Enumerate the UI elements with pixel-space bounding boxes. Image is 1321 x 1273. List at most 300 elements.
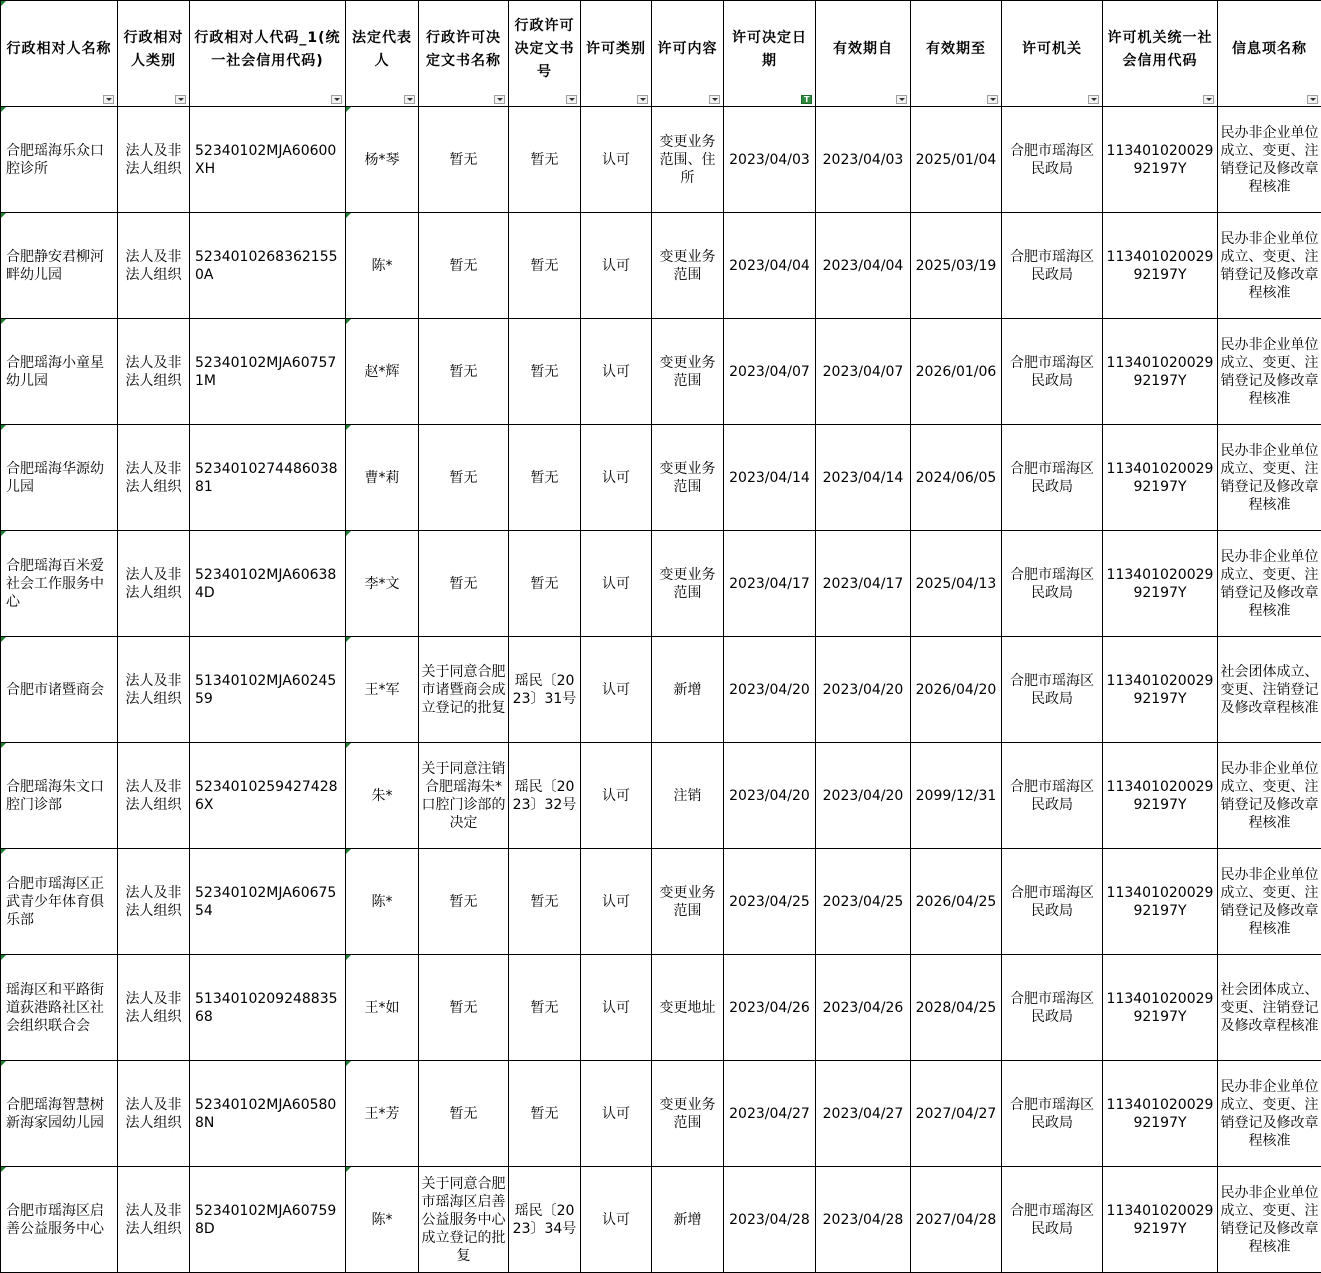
cell-text: 暂无 [530, 257, 559, 274]
cell-text: 2023/04/17 [729, 575, 810, 592]
cell-text: 2023/04/07 [729, 363, 810, 380]
cell-category[interactable] [581, 955, 652, 1061]
cell-doc-no[interactable] [509, 319, 581, 425]
cell-content[interactable] [652, 319, 724, 425]
cell-rep[interactable] [346, 849, 419, 955]
cell-valid-to[interactable] [911, 1061, 1002, 1167]
cell-content[interactable] [652, 531, 724, 637]
cell-authority[interactable] [1002, 1061, 1103, 1167]
cell-text: 暂无 [530, 1105, 559, 1122]
cell-name[interactable] [1, 213, 118, 319]
cell-text: 2023/04/25 [729, 893, 810, 910]
cell-doc-name[interactable] [419, 849, 509, 955]
cell-authority[interactable] [1002, 531, 1103, 637]
cell-code[interactable] [190, 531, 346, 637]
cell-doc-name[interactable] [419, 319, 509, 425]
cell-type[interactable] [118, 955, 190, 1061]
cell-text: 2023/04/14 [729, 469, 810, 486]
cell-text: 变更业务范围 [659, 248, 716, 283]
cell-text: 11340102002992197Y [1106, 248, 1214, 283]
cell-text: 认可 [602, 575, 630, 592]
cell-valid-from[interactable] [816, 955, 911, 1061]
cell-authority[interactable] [1002, 743, 1103, 849]
cell-authority-code[interactable] [1103, 319, 1218, 425]
cell-doc-no[interactable] [509, 1167, 581, 1273]
cell-valid-from[interactable] [816, 319, 911, 425]
filter-dropdown-icon[interactable] [494, 95, 505, 104]
cell-item[interactable] [1218, 849, 1321, 955]
column-header-code[interactable] [190, 1, 346, 107]
cell-text: 暂无 [449, 999, 478, 1016]
cell-item[interactable] [1218, 743, 1321, 849]
cell-marker-icon [346, 1061, 351, 1066]
cell-code[interactable] [190, 425, 346, 531]
cell-text: 2023/04/20 [822, 681, 904, 698]
cell-content[interactable] [652, 849, 724, 955]
cell-doc-name[interactable] [419, 743, 509, 849]
column-header-authority-code[interactable] [1103, 1, 1218, 107]
cell-code[interactable] [190, 849, 346, 955]
cell-code[interactable] [190, 1061, 346, 1167]
cell-code[interactable] [190, 213, 346, 319]
cell-name[interactable] [1, 849, 118, 955]
cell-valid-from[interactable] [816, 1167, 911, 1273]
cell-doc-name[interactable] [419, 1167, 509, 1273]
cell-item[interactable] [1218, 1167, 1321, 1273]
cell-text: 2028/04/25 [915, 999, 997, 1016]
cell-valid-to[interactable] [911, 531, 1002, 637]
cell-rep[interactable] [346, 425, 419, 531]
cell-text: 社会团体成立、变更、注销登记及修改章程核准 [1220, 981, 1319, 1034]
cell-code[interactable] [190, 955, 346, 1061]
cell-text: 2023/04/20 [822, 787, 904, 804]
cell-authority-code[interactable] [1103, 213, 1218, 319]
cell-rep[interactable] [346, 637, 419, 743]
cell-text: 合肥瑶海朱文口腔门诊部 [6, 778, 104, 813]
cell-text: 变更地址 [659, 999, 716, 1016]
cell-code[interactable] [190, 107, 346, 213]
cell-authority[interactable] [1002, 213, 1103, 319]
cell-type[interactable] [118, 849, 190, 955]
cell-text: 2025/03/19 [915, 257, 997, 274]
cell-text: 赵*辉 [364, 363, 400, 380]
column-header-name[interactable] [1, 1, 118, 107]
cell-valid-from[interactable] [816, 637, 911, 743]
cell-marker-icon [1, 425, 6, 430]
cell-text: 2023/04/27 [822, 1105, 904, 1122]
cell-text: 认可 [602, 1211, 630, 1228]
filter-dropdown-icon[interactable] [566, 95, 577, 104]
cell-text: 52340102683621550A [195, 248, 338, 283]
cell-valid-to[interactable] [911, 637, 1002, 743]
cell-text: 法人及非法人组织 [125, 142, 182, 177]
cell-text: 暂无 [530, 363, 559, 380]
cell-valid-from[interactable] [816, 213, 911, 319]
cell-text: 关于同意合肥市诸暨商会成立登记的批复 [421, 663, 506, 716]
cell-valid-to[interactable] [911, 107, 1002, 213]
cell-text: 曹*莉 [364, 469, 400, 486]
cell-text: 新增 [673, 1211, 702, 1228]
filter-dropdown-icon[interactable] [987, 95, 998, 104]
filter-dropdown-icon[interactable] [1088, 95, 1099, 104]
cell-authority-code[interactable] [1103, 1061, 1218, 1167]
cell-text: 暂无 [530, 893, 559, 910]
cell-item[interactable] [1218, 425, 1321, 531]
cell-category[interactable] [581, 319, 652, 425]
table-row [1, 107, 1321, 213]
cell-text: 合肥瑶海智慧树新海家园幼儿园 [6, 1096, 104, 1131]
cell-doc-name[interactable] [419, 1061, 509, 1167]
column-header-label: 法定代表人 [352, 29, 412, 69]
cell-authority-code[interactable] [1103, 425, 1218, 531]
cell-rep[interactable] [346, 743, 419, 849]
cell-text: 2099/12/31 [915, 787, 997, 804]
cell-decision-date[interactable] [724, 955, 816, 1061]
cell-valid-to[interactable] [911, 213, 1002, 319]
cell-text: 法人及非法人组织 [125, 990, 182, 1025]
cell-authority[interactable] [1002, 425, 1103, 531]
cell-name[interactable] [1, 637, 118, 743]
cell-text: 法人及非法人组织 [125, 354, 182, 389]
cell-valid-to[interactable] [911, 849, 1002, 955]
cell-category[interactable] [581, 1061, 652, 1167]
cell-content[interactable] [652, 1167, 724, 1273]
cell-rep[interactable] [346, 1061, 419, 1167]
cell-doc-no[interactable] [509, 425, 581, 531]
cell-doc-no[interactable] [509, 531, 581, 637]
cell-text: 瑶民〔2023〕32号 [512, 778, 577, 813]
cell-name[interactable] [1, 955, 118, 1061]
column-header-content[interactable] [652, 1, 724, 107]
cell-marker-icon [1, 1, 6, 6]
cell-text: 2023/04/26 [822, 999, 904, 1016]
cell-type[interactable] [118, 1061, 190, 1167]
cell-text: 合肥市瑶海区民政局 [1010, 248, 1094, 283]
cell-text: 合肥市瑶海区民政局 [1010, 142, 1094, 177]
cell-text: 暂无 [449, 575, 478, 592]
cell-text: 合肥市瑶海区民政局 [1010, 1096, 1094, 1131]
cell-text: 合肥市瑶海区民政局 [1010, 990, 1094, 1025]
cell-doc-no[interactable] [509, 107, 581, 213]
cell-text: 2023/04/28 [729, 1211, 810, 1228]
cell-marker-icon [346, 213, 351, 218]
cell-text: 认可 [602, 893, 630, 910]
cell-doc-no[interactable] [509, 955, 581, 1061]
cell-text: 变更业务范围 [659, 566, 716, 601]
cell-text: 合肥瑶海乐众口腔诊所 [6, 142, 104, 177]
cell-doc-no[interactable] [509, 743, 581, 849]
column-header-label: 信息项名称 [1232, 41, 1307, 57]
cell-decision-date[interactable] [724, 531, 816, 637]
cell-text: 法人及非法人组织 [125, 460, 182, 495]
cell-marker-icon [1, 955, 6, 960]
cell-type[interactable] [118, 213, 190, 319]
filter-dropdown-icon[interactable] [1307, 95, 1318, 104]
cell-code[interactable] [190, 319, 346, 425]
cell-rep[interactable] [346, 319, 419, 425]
cell-type[interactable] [118, 531, 190, 637]
cell-item[interactable] [1218, 213, 1321, 319]
cell-decision-date[interactable] [724, 1167, 816, 1273]
cell-decision-date[interactable] [724, 637, 816, 743]
column-header-label: 行政相对人代码_1(统一社会信用代码) [194, 29, 341, 69]
filter-dropdown-icon[interactable] [896, 95, 907, 104]
cell-category[interactable] [581, 425, 652, 531]
cell-text: 认可 [602, 681, 630, 698]
cell-valid-to[interactable] [911, 425, 1002, 531]
cell-text: 52340102MJA605808N [195, 1096, 337, 1131]
cell-text: 认可 [602, 151, 630, 168]
cell-authority-code[interactable] [1103, 107, 1218, 213]
column-header-item[interactable] [1218, 1, 1321, 107]
cell-item[interactable] [1218, 637, 1321, 743]
cell-name[interactable] [1, 1061, 118, 1167]
cell-authority[interactable] [1002, 107, 1103, 213]
cell-text: 民办非企业单位成立、变更、注销登记及修改章程核准 [1220, 336, 1319, 407]
cell-marker-icon [346, 637, 351, 642]
cell-item[interactable] [1218, 531, 1321, 637]
cell-text: 法人及非法人组织 [125, 248, 182, 283]
column-header-label: 许可机关 [1022, 41, 1082, 57]
cell-valid-from[interactable] [816, 1061, 911, 1167]
cell-authority[interactable] [1002, 1167, 1103, 1273]
cell-text: 2026/04/25 [915, 893, 997, 910]
cell-decision-date[interactable] [724, 213, 816, 319]
cell-text: 合肥瑶海小童星幼儿园 [6, 354, 104, 389]
cell-valid-from[interactable] [816, 107, 911, 213]
filter-dropdown-icon[interactable] [331, 95, 342, 104]
filter-dropdown-icon[interactable] [175, 95, 186, 104]
column-header-label: 行政相对人类别 [123, 29, 184, 69]
cell-category[interactable] [581, 637, 652, 743]
table-row [1, 849, 1321, 955]
cell-text: 2023/04/28 [822, 1211, 904, 1228]
cell-doc-name[interactable] [419, 425, 509, 531]
cell-text: 2025/04/13 [915, 575, 997, 592]
cell-text: 11340102002992197Y [1106, 884, 1214, 919]
cell-name[interactable] [1, 743, 118, 849]
cell-valid-from[interactable] [816, 531, 911, 637]
cell-text: 52340102MJA606384D [195, 566, 337, 601]
filter-dropdown-icon[interactable] [404, 95, 415, 104]
cell-text: 暂无 [530, 469, 559, 486]
cell-valid-from[interactable] [816, 849, 911, 955]
cell-text: 社会团体成立、变更、注销登记及修改章程核准 [1220, 663, 1319, 716]
cell-doc-no[interactable] [509, 849, 581, 955]
column-header-valid-from[interactable] [816, 1, 911, 107]
cell-category[interactable] [581, 743, 652, 849]
column-header-category[interactable] [581, 1, 652, 107]
cell-doc-name[interactable] [419, 531, 509, 637]
cell-doc-no[interactable] [509, 637, 581, 743]
cell-text: 民办非企业单位成立、变更、注销登记及修改章程核准 [1220, 124, 1319, 195]
cell-doc-name[interactable] [419, 637, 509, 743]
cell-rep[interactable] [346, 955, 419, 1061]
cell-marker-icon [1, 849, 6, 854]
cell-authority-code[interactable] [1103, 849, 1218, 955]
cell-name[interactable] [1, 425, 118, 531]
cell-text: 暂无 [449, 151, 478, 168]
column-header-doc-name[interactable] [419, 1, 509, 107]
cell-category[interactable] [581, 849, 652, 955]
column-header-decision-date[interactable] [724, 1, 816, 107]
cell-decision-date[interactable] [724, 425, 816, 531]
cell-rep[interactable] [346, 531, 419, 637]
cell-authority-code[interactable] [1103, 1167, 1218, 1273]
filter-dropdown-icon[interactable] [1203, 95, 1214, 104]
cell-authority[interactable] [1002, 955, 1103, 1061]
cell-marker-icon [346, 531, 351, 536]
cell-valid-to[interactable] [911, 955, 1002, 1061]
column-header-rep[interactable] [346, 1, 419, 107]
cell-valid-to[interactable] [911, 319, 1002, 425]
column-header-doc-no[interactable] [509, 1, 581, 107]
cell-type[interactable] [118, 743, 190, 849]
cell-text: 11340102002992197Y [1106, 1096, 1214, 1131]
cell-text: 王*芳 [364, 1105, 400, 1122]
column-header-label: 许可类别 [586, 41, 646, 57]
cell-name[interactable] [1, 107, 118, 213]
cell-type[interactable] [118, 425, 190, 531]
cell-valid-to[interactable] [911, 743, 1002, 849]
table-row [1, 1167, 1321, 1273]
cell-marker-icon [1, 213, 6, 218]
cell-doc-name[interactable] [419, 107, 509, 213]
cell-authority-code[interactable] [1103, 955, 1218, 1061]
cell-decision-date[interactable] [724, 1061, 816, 1167]
cell-text: 合肥市瑶海区民政局 [1010, 460, 1094, 495]
table-row [1, 531, 1321, 637]
column-header-label: 行政许可决定文书名称 [426, 29, 501, 69]
cell-authority[interactable] [1002, 319, 1103, 425]
cell-text: 法人及非法人组织 [125, 884, 182, 919]
cell-item[interactable] [1218, 955, 1321, 1061]
cell-content[interactable] [652, 955, 724, 1061]
cell-marker-icon [1, 531, 6, 536]
cell-item[interactable] [1218, 107, 1321, 213]
cell-rep[interactable] [346, 213, 419, 319]
cell-marker-icon [346, 425, 351, 430]
cell-rep[interactable] [346, 107, 419, 213]
cell-content[interactable] [652, 743, 724, 849]
cell-decision-date[interactable] [724, 107, 816, 213]
cell-text: 11340102002992197Y [1106, 566, 1214, 601]
cell-name[interactable] [1, 1167, 118, 1273]
cell-category[interactable] [581, 213, 652, 319]
cell-type[interactable] [118, 1167, 190, 1273]
cell-authority-code[interactable] [1103, 531, 1218, 637]
cell-type[interactable] [118, 107, 190, 213]
cell-item[interactable] [1218, 319, 1321, 425]
column-header-type[interactable] [118, 1, 190, 107]
cell-category[interactable] [581, 107, 652, 213]
cell-decision-date[interactable] [724, 319, 816, 425]
cell-code[interactable] [190, 1167, 346, 1273]
cell-text: 2023/04/20 [729, 787, 810, 804]
cell-item[interactable] [1218, 1061, 1321, 1167]
cell-text: 暂无 [530, 151, 559, 168]
cell-code[interactable] [190, 743, 346, 849]
cell-text: 合肥市瑶海区民政局 [1010, 884, 1094, 919]
cell-text: 11340102002992197Y [1106, 778, 1214, 813]
cell-text: 52340102MJA607598D [195, 1202, 337, 1237]
cell-text: 513401020924883568 [195, 990, 338, 1025]
cell-content[interactable] [652, 425, 724, 531]
cell-text: 朱* [371, 787, 393, 804]
cell-text: 51340102MJA6024559 [195, 672, 337, 707]
cell-decision-date[interactable] [724, 743, 816, 849]
cell-category[interactable] [581, 531, 652, 637]
column-header-authority[interactable] [1002, 1, 1103, 107]
table-row [1, 1061, 1321, 1167]
table-row [1, 743, 1321, 849]
cell-text: 暂无 [449, 893, 478, 910]
cell-doc-no[interactable] [509, 1061, 581, 1167]
cell-marker-icon [1, 637, 6, 642]
cell-text: 李*文 [364, 575, 400, 592]
cell-content[interactable] [652, 213, 724, 319]
column-header-label: 行政许可决定文书号 [514, 18, 575, 80]
cell-content[interactable] [652, 1061, 724, 1167]
cell-authority[interactable] [1002, 849, 1103, 955]
cell-text: 合肥市瑶海区民政局 [1010, 354, 1094, 389]
cell-text: 合肥静安君柳河畔幼儿园 [6, 248, 104, 283]
cell-valid-from[interactable] [816, 425, 911, 531]
cell-doc-no[interactable] [509, 213, 581, 319]
cell-text: 关于同意注销合肥瑶海朱*口腔门诊部的决定 [421, 760, 506, 831]
cell-text: 暂无 [449, 257, 478, 274]
cell-text: 合肥市瑶海区民政局 [1010, 778, 1094, 813]
cell-type[interactable] [118, 319, 190, 425]
cell-text: 2023/04/27 [729, 1105, 810, 1122]
cell-code[interactable] [190, 637, 346, 743]
cell-decision-date[interactable] [724, 849, 816, 955]
table-row [1, 213, 1321, 319]
cell-authority[interactable] [1002, 637, 1103, 743]
filter-dropdown-icon[interactable] [709, 95, 720, 104]
cell-category[interactable] [581, 1167, 652, 1273]
cell-name[interactable] [1, 319, 118, 425]
cell-type[interactable] [118, 637, 190, 743]
column-header-valid-to[interactable] [911, 1, 1002, 107]
cell-text: 法人及非法人组织 [125, 672, 182, 707]
filter-active-icon[interactable] [801, 95, 812, 104]
cell-content[interactable] [652, 107, 724, 213]
header-row [1, 1, 1321, 107]
cell-authority-code[interactable] [1103, 743, 1218, 849]
cell-doc-name[interactable] [419, 213, 509, 319]
cell-text: 2023/04/20 [729, 681, 810, 698]
cell-rep[interactable] [346, 1167, 419, 1273]
cell-text: 暂无 [530, 999, 559, 1016]
cell-name[interactable] [1, 531, 118, 637]
cell-marker-icon [1, 107, 6, 112]
filter-dropdown-icon[interactable] [637, 95, 648, 104]
cell-text: 合肥市诸暨商会 [6, 681, 104, 698]
cell-text: 新增 [673, 681, 702, 698]
cell-valid-to[interactable] [911, 1167, 1002, 1273]
cell-text: 法人及非法人组织 [125, 1096, 182, 1131]
cell-content[interactable] [652, 637, 724, 743]
cell-text: 民办非企业单位成立、变更、注销登记及修改章程核准 [1220, 1184, 1319, 1255]
cell-text: 变更业务范围、住所 [659, 133, 716, 186]
cell-text: 2023/04/07 [822, 363, 904, 380]
cell-authority-code[interactable] [1103, 637, 1218, 743]
cell-doc-name[interactable] [419, 955, 509, 1061]
cell-valid-from[interactable] [816, 743, 911, 849]
filter-dropdown-icon[interactable] [103, 95, 114, 104]
cell-text: 陈* [371, 1211, 393, 1228]
